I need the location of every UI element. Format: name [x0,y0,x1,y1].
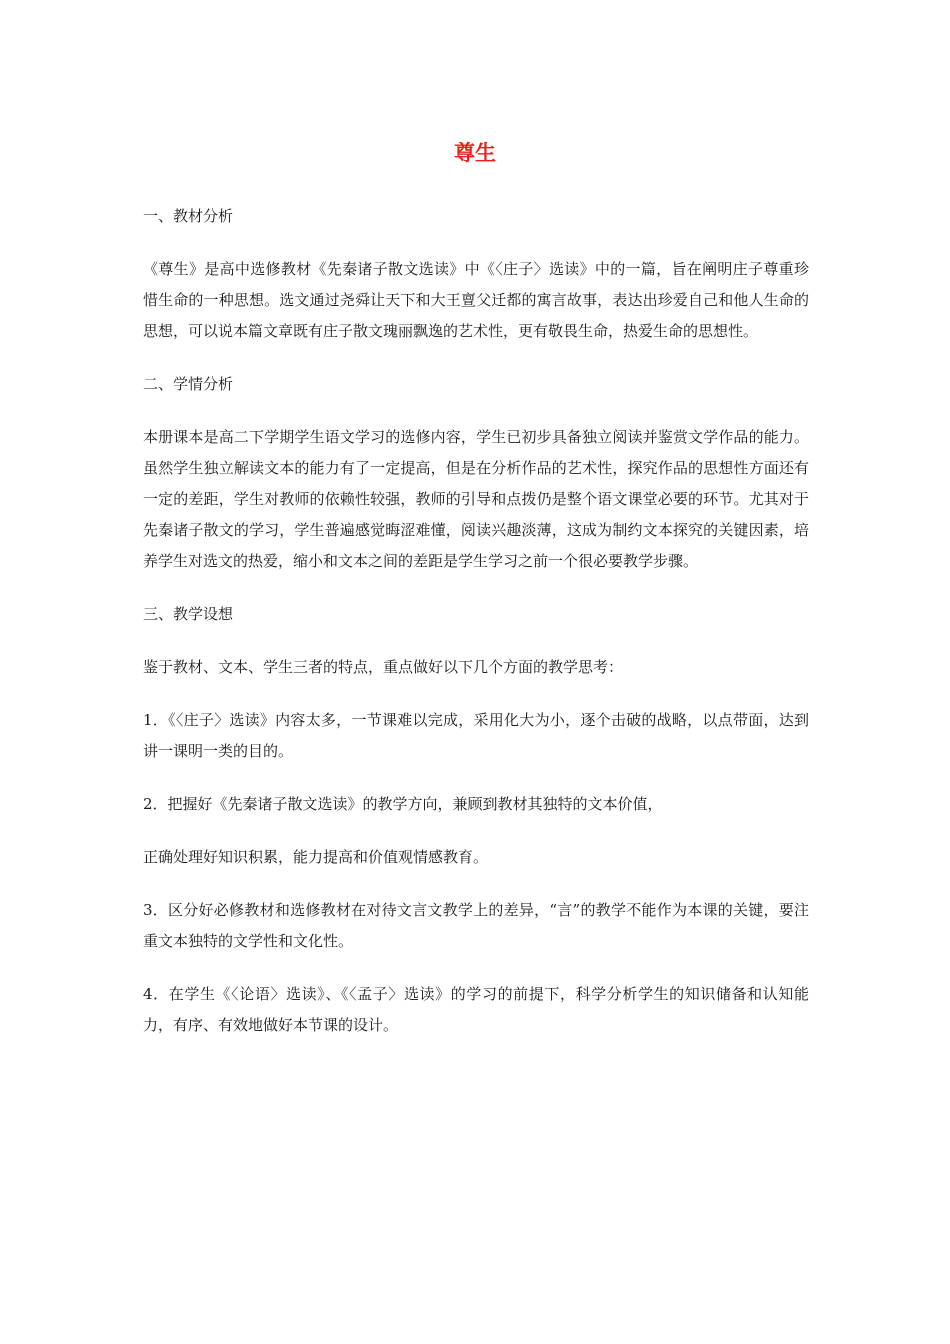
list-item-1: 1．《〈庄子〉选读》内容太多，一节课难以完成，采用化大为小，逐个击破的战略，以点带面，达到讲一课明一类的目的。 [143,711,809,760]
document-body [143,201,809,1063]
section-heading-teaching-plan: 三、教学设想 [143,605,234,623]
section-heading-textbook-analysis: 一、教材分析 [143,207,234,225]
list-item-3: 3．区分好必修教材和选修教材在对待文言文教学上的差异，“言”的教学不能作为本课的关键，要注重文本独特的文学性和文化性。 [143,901,809,950]
section-heading-student-analysis: 二、学情分析 [143,375,234,393]
list-item-4: 4．在学生《〈论语〉选读》、《〈孟子〉选读》的学习的前提下，科学分析学生的知识储备和认知能力，有序、有效地做好本节课的设计。 [143,985,809,1034]
document-title: 尊生 [454,141,496,165]
paragraph-teaching-plan-intro: 鉴于教材、文本、学生三者的特点，重点做好以下几个方面的教学思考： [143,658,624,676]
paragraph-student-analysis: 本册课本是高二下学期学生语文学习的选修内容，学生已初步具备独立阅读并鉴赏文学作品的能力。虽然学生独立解读文本的能力有了一定提高，但是在分析作品的艺术性，探究作品的思想性方面还有一定的差距，学生对教师的依赖性较强，教师的引导和点拨仍是整个语文课堂必要的环节。尤其对于先秦诸子散文的学习，学生普遍感觉晦涩难懂，阅读兴趣淡薄，这成为制约文本探究的关键因素，培养学生对选文的热爱，缩小和文本之间的差距是学生学习之前一个很必要教学步骤。 [143,428,809,570]
list-item-2-continued: 正确处理好知识积累，能力提高和价值观情感教育。 [143,848,489,866]
list-item-2: 2．把握好《先秦诸子散文选读》的教学方向，兼顾到教材其独特的文本价值， [143,795,663,813]
paragraph-textbook-analysis: 《尊生》是高中选修教材《先秦诸子散文选读》中《〈庄子〉选读》中的一篇，旨在阐明庄子尊重珍惜生命的一种思想。选文通过尧舜让天下和大王亶父迁都的寓言故事，表达出珍爱自己和他人生命的思想，可以说本篇文章既有庄子散文瑰丽飘逸的艺术性，更有敬畏生命，热爱生命的思想性。 [143,260,809,340]
